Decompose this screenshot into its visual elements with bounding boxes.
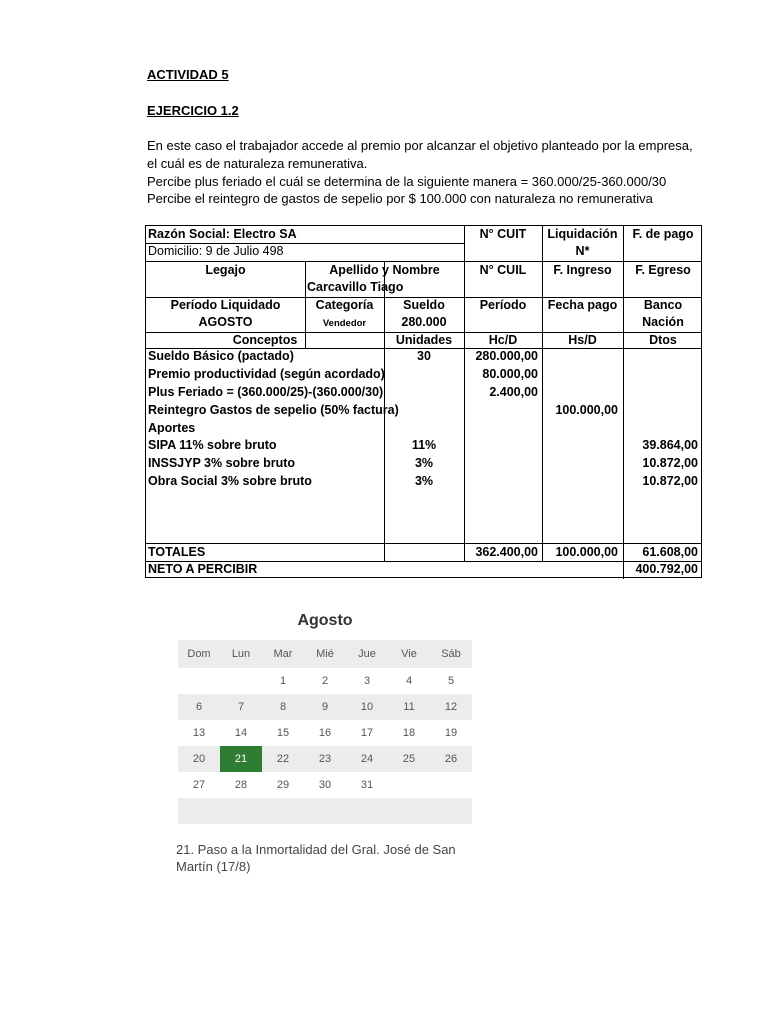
- total-hcd: 362.400,00: [475, 545, 538, 559]
- calendar-week: [178, 668, 472, 694]
- liquidacion-number: N*: [575, 244, 590, 258]
- col-dtos: Dtos: [649, 333, 677, 347]
- calendar-day: 16: [318, 727, 332, 739]
- paragraph-line: Percibe el reintegro de gastos de sepelio por $ 100.000 con naturaleza no remunerativa: [147, 191, 653, 206]
- fecha-pago-2-label: Fecha pago: [547, 298, 618, 312]
- paragraph-line: Percibe plus feriado el cuál se determina de la siguiente manera = 360.000/25-360.000/30: [147, 174, 667, 189]
- sueldo-label: Sueldo: [403, 298, 445, 312]
- calendar-day: 1: [279, 675, 287, 687]
- calendar-day: 26: [444, 753, 458, 765]
- neto-label: NETO A PERCIBIR: [148, 562, 258, 576]
- domicilio: Domicilio: 9 de Julio 498: [148, 244, 284, 258]
- row-dtos: 39.864,00: [642, 438, 698, 452]
- calendar-week: [178, 746, 472, 772]
- salary-receipt-table: [145, 225, 702, 578]
- weekday-label: Sáb: [441, 648, 461, 660]
- holiday-note-line: 21. Paso a la Inmortalidad del Gral. José de San: [176, 842, 456, 857]
- calendar-day: 10: [360, 701, 374, 713]
- holiday-note-line: Martín (17/8): [176, 859, 251, 874]
- calendar-day: 30: [318, 779, 332, 791]
- sueldo-value: 280.000: [401, 315, 447, 329]
- periodo-liquidado-label: Período Liquidado: [170, 298, 281, 312]
- calendar-day: 11: [403, 701, 415, 713]
- paragraph-line: En este caso el trabajador accede al premio por alcanzar el objetivo planteado por la empresa,: [147, 138, 693, 153]
- calendar-week: [178, 772, 472, 798]
- calendar-day: 23: [318, 753, 332, 765]
- calendar-day: 31: [360, 779, 374, 791]
- paragraph-line: el cuál es de naturaleza remunerativa.: [147, 156, 368, 171]
- calendar-day: 3: [363, 675, 371, 687]
- calendar-week: [178, 720, 472, 746]
- calendar-month-title: Agosto: [297, 612, 353, 629]
- calendar-day: 12: [444, 701, 458, 713]
- total-dtos: 61.608,00: [642, 545, 698, 559]
- row-hcd: 280.000,00: [475, 349, 538, 363]
- neto-value: 400.792,00: [635, 562, 698, 576]
- row-dtos: 10.872,00: [642, 456, 698, 470]
- cuil-label: N° CUIL: [479, 263, 527, 277]
- calendar-day: 2: [321, 675, 329, 687]
- calendar-day: 4: [405, 675, 413, 687]
- totales-label: TOTALES: [148, 545, 206, 559]
- exercise-heading: EJERCICIO 1.2: [147, 103, 239, 118]
- legajo-label: Legajo: [205, 263, 246, 277]
- weekday-label: Dom: [187, 648, 211, 660]
- table-row: Reintegro Gastos de sepelio (50% factura): [148, 403, 399, 417]
- weekday-label: Vie: [401, 648, 417, 660]
- calendar-weekday-row: [178, 640, 472, 668]
- calendar-day: 15: [276, 727, 290, 739]
- calendar-day-highlighted: 21: [220, 746, 262, 772]
- row-unidades: 30: [417, 349, 431, 363]
- calendar-day: 7: [237, 701, 245, 713]
- table-row: Aportes: [148, 421, 196, 435]
- col-unidades: Unidades: [395, 333, 453, 347]
- row-unidades: 3%: [414, 474, 434, 488]
- calendar-day: 6: [195, 701, 203, 713]
- calendar-day: 20: [192, 753, 206, 765]
- col-hsd: Hs/D: [568, 333, 597, 347]
- weekday-label: Mié: [316, 648, 334, 660]
- calendar-day: [220, 668, 262, 694]
- col-hcd: Hc/D: [488, 333, 518, 347]
- calendar-day: 14: [234, 727, 248, 739]
- table-row: Obra Social 3% sobre bruto: [148, 474, 312, 488]
- calendar-day: 8: [279, 701, 287, 713]
- razon-social: Razón Social: Electro SA: [148, 227, 297, 241]
- apellido-value: Carcavillo Tiago: [307, 280, 404, 294]
- total-hsd: 100.000,00: [555, 545, 618, 559]
- categoria-value: Vendedor: [322, 318, 367, 329]
- liquidacion-label: Liquidación: [547, 227, 618, 241]
- row-unidades: 11%: [411, 438, 437, 452]
- fecha-pago-label: F. de pago: [632, 227, 694, 241]
- categoria-label: Categoría: [315, 298, 374, 312]
- calendar: [178, 640, 472, 824]
- periodo-liquidado-value: AGOSTO: [198, 315, 253, 329]
- calendar-day: 27: [192, 779, 206, 791]
- calendar-day: 25: [402, 753, 416, 765]
- calendar-blank-row: [178, 798, 472, 824]
- weekday-label: Jue: [358, 648, 376, 660]
- weekday-label: Mar: [273, 648, 293, 660]
- row-hcd: 2.400,00: [489, 385, 538, 399]
- weekday-label: Lun: [231, 648, 251, 660]
- calendar-day: [388, 772, 430, 798]
- calendar-day: 19: [444, 727, 458, 739]
- holiday-note: [176, 841, 476, 875]
- calendar-day: 13: [192, 727, 206, 739]
- banco-label: Banco: [643, 298, 683, 312]
- calendar-day: 22: [276, 753, 290, 765]
- egreso-label: F. Egreso: [635, 263, 691, 277]
- calendar-day: [430, 772, 472, 798]
- banco-value: Nación: [642, 315, 684, 329]
- row-hsd: 100.000,00: [555, 403, 618, 417]
- table-row: Plus Feriado = (360.000/25)-(360.000/30): [148, 385, 384, 399]
- calendar-day: [178, 668, 220, 694]
- calendar-day: 18: [402, 727, 416, 739]
- table-row: INSSJYP 3% sobre bruto: [148, 456, 296, 470]
- calendar-day: 17: [360, 727, 374, 739]
- row-hcd: 80.000,00: [482, 367, 538, 381]
- row-dtos: 10.872,00: [642, 474, 698, 488]
- calendar-day: 5: [447, 675, 455, 687]
- table-row: SIPA 11% sobre bruto: [148, 438, 277, 452]
- table-row: Premio productividad (según acordado): [148, 367, 385, 381]
- table-row: Sueldo Básico (pactado): [148, 349, 294, 363]
- row-unidades: 3%: [414, 456, 434, 470]
- calendar-day: 29: [276, 779, 290, 791]
- apellido-label: Apellido y Nombre: [329, 263, 440, 277]
- calendar-day: 28: [234, 779, 248, 791]
- cuit-label: N° CUIT: [479, 227, 527, 241]
- activity-heading: ACTIVIDAD 5: [147, 67, 229, 82]
- periodo-label: Período: [479, 298, 527, 312]
- calendar-day: 24: [360, 753, 374, 765]
- calendar-week: [178, 694, 472, 720]
- calendar-day: 9: [321, 701, 329, 713]
- col-conceptos: Conceptos: [232, 333, 298, 347]
- ingreso-label: F. Ingreso: [553, 263, 612, 277]
